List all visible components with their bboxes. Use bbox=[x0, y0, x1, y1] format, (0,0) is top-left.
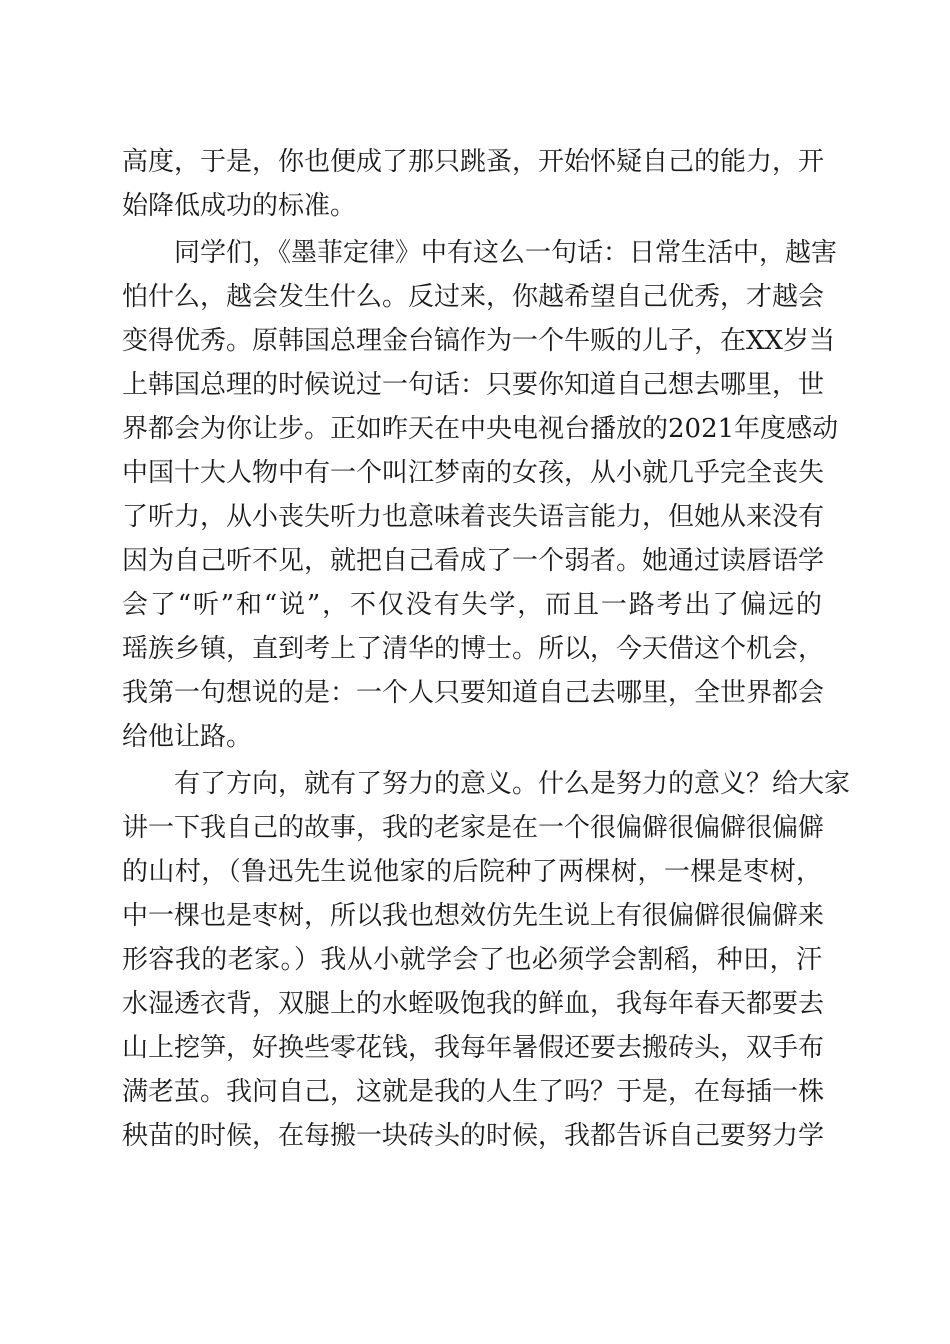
text-line: 秧苗的时候，在每搬一块砖头的时候，我都告诉自己要努力学 bbox=[122, 1121, 825, 1151]
text-line: 给他让路。 bbox=[122, 722, 253, 752]
text-line: 了听力，从小丧失听力也意味着丧失语言能力，但她从来没有 bbox=[122, 502, 825, 532]
text-line: 的山村，（鲁迅先生说他家的后院种了两棵树，一棵是枣树， bbox=[122, 857, 822, 887]
paragraph bbox=[122, 762, 851, 1158]
text-line: 上韩国总理的时候说过一句话：只要你知道自己想去哪里，世 bbox=[122, 370, 825, 400]
paragraph bbox=[122, 140, 825, 228]
text-line: 变得优秀。原韩国总理金台镐作为一个牛贩的儿子，在XX岁当 bbox=[122, 326, 836, 356]
text-line: 怕什么，越会发生什么。反过来，你越希望自己优秀，才越会 bbox=[122, 282, 825, 312]
text-line: 瑶族乡镇，直到考上了清华的博士。所以，今天借这个机会， bbox=[122, 634, 825, 664]
text-line: 会了“听”和“说”，不仅没有失学，而且一路考出了偏远的 bbox=[122, 590, 822, 620]
text-line: 因为自己听不见，就把自己看成了一个弱者。她通过读唇语学 bbox=[122, 546, 825, 576]
text-line: 始降低成功的标准。 bbox=[122, 191, 357, 221]
text-line: 界都会为你让步。正如昨天在中央电视台播放的2021年度感动 bbox=[122, 414, 839, 444]
text-line: 中一棵也是枣树，所以我也想效仿先生说上有很偏僻很偏僻来 bbox=[122, 901, 825, 931]
text-line: 水湿透衣背，双腿上的水蛭吸饱我的鲜血，我每年春天都要去 bbox=[122, 989, 825, 1019]
text-line: 高度，于是，你也便成了那只跳蚤，开始怀疑自己的能力，开 bbox=[122, 147, 825, 177]
text-line: 有了方向，就有了努力的意义。什么是努力的意义？给大家 bbox=[174, 769, 851, 799]
paragraph bbox=[122, 231, 839, 759]
text-line: 我第一句想说的是：一个人只要知道自己去哪里，全世界都会 bbox=[122, 678, 825, 708]
text-line: 同学们，《墨菲定律》中有这么一句话：日常生活中，越害 bbox=[174, 238, 838, 268]
text-line: 形容我的老家。）我从小就学会了也必须学会割稻，种田，汗 bbox=[122, 945, 822, 975]
text-line: 讲一下我自己的故事，我的老家是在一个很偏僻很偏僻很偏僻 bbox=[122, 813, 825, 843]
text-line: 山上挖笋，好换些零花钱，我每年暑假还要去搬砖头，双手布 bbox=[122, 1033, 825, 1063]
text-line: 满老茧。我问自己，这就是我的人生了吗？于是，在每插一株 bbox=[122, 1077, 825, 1107]
text-line: 中国十大人物中有一个叫江梦南的女孩，从小就几乎完全丧失 bbox=[122, 458, 825, 488]
document-body bbox=[122, 140, 851, 1158]
